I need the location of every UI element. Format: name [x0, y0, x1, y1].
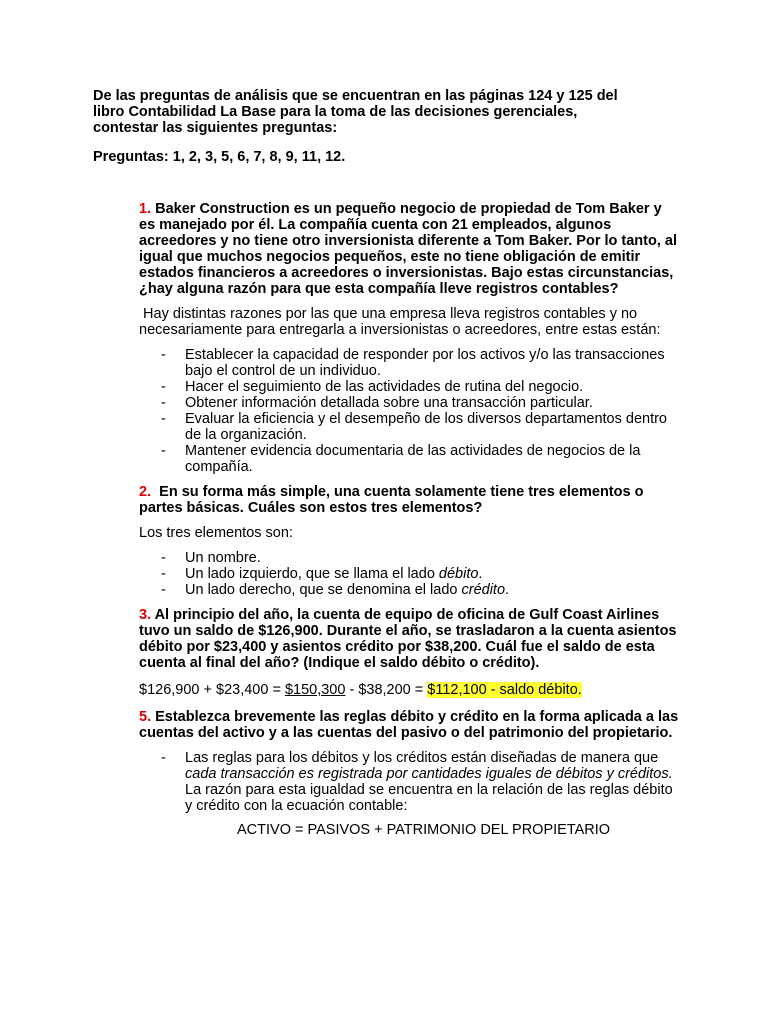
- questions-list-heading: Preguntas: 1, 2, 3, 5, 6, 7, 8, 9, 11, 12.: [93, 149, 346, 165]
- answer-1-intro: Hay distintas razones por las que una empresa lleva registros contables y no necesariamente para entregarla a inversionistas o acreedores, entre estas están:: [139, 306, 661, 338]
- question-3-number: 3.: [139, 607, 152, 623]
- list-item-punct: .: [505, 582, 510, 598]
- credit-term: crédito: [461, 582, 506, 598]
- question-2-number: 2.: [139, 484, 152, 500]
- intro-line-2: libro Contabilidad La Base para la toma de las decisiones gerenciales,: [93, 104, 578, 120]
- question-5-text: Establezca brevemente las reglas débito y crédito en la forma aplicada a las cuentas del activo y a las cuentas del pasivo o del patrimonio del propietario.: [139, 709, 679, 741]
- intro-paragraph: [93, 88, 673, 136]
- calc-subtotal: $150,300: [284, 682, 346, 698]
- list-item: - Establecer la capacidad de responder por los activos y/o las transacciones bajo el control de un individuo.: [139, 347, 679, 379]
- debit-term: débito: [438, 566, 479, 582]
- answers-section: [139, 201, 679, 838]
- list-item-text: Un lado derecho, que se denomina el lado: [185, 582, 462, 598]
- question-1: [139, 201, 679, 297]
- list-item: - Un nombre.: [139, 550, 679, 566]
- answer-2-intro: Los tres elementos son:: [139, 525, 293, 541]
- question-1-number: 1.: [139, 201, 152, 217]
- list-item-text: Las reglas para los débitos y los créditos están diseñadas de manera que: [185, 750, 659, 766]
- list-item: - Obtener información detallada sobre una transacción particular.: [139, 395, 679, 411]
- question-3: [139, 607, 679, 671]
- question-2: [139, 484, 679, 516]
- accounting-equation: ACTIVO = PASIVOS + PATRIMONIO DEL PROPIETARIO: [237, 822, 611, 838]
- list-item: [139, 750, 679, 814]
- calc-result-highlight: $112,100 - saldo débito.: [427, 682, 582, 698]
- list-item-emphasis: cada transacción es registrada por cantidades iguales de débitos y créditos.: [185, 766, 673, 782]
- question-2-text: En su forma más simple, una cuenta solamente tiene tres elementos o partes básicas. Cuáles son estos tres elementos?: [139, 484, 648, 516]
- question-5-number: 5.: [139, 709, 152, 725]
- list-item-text: La razón para esta igualdad se encuentra en la relación de las reglas débito y crédito con la ecuación contable:: [185, 782, 673, 814]
- question-3-text: Al principio del año, la cuenta de equipo de oficina de Gulf Coast Airlines tuvo un saldo de $126,900. Durante el año, se trasladaron a la cuenta asientos débito por $23,400 y asientos crédito por $38,200. Cuál fue el saldo de esta cuenta al final del año? (Indique el saldo débito o crédito).: [139, 607, 677, 671]
- answer-5-list: [139, 750, 679, 814]
- calc-part: $126,900 + $23,400 =: [139, 682, 285, 698]
- intro-line-1: De las preguntas de análisis que se encuentran en las páginas 124 y 125 del: [93, 88, 618, 104]
- answer-1-list: [139, 347, 679, 475]
- list-item: - Hacer el seguimiento de las actividades de rutina del negocio.: [139, 379, 679, 395]
- calc-part: - $38,200 =: [345, 682, 428, 698]
- list-item-punct: .: [478, 566, 483, 582]
- list-item: [139, 582, 679, 598]
- list-item-text: Un lado izquierdo, que se llama el lado: [185, 566, 439, 582]
- answer-2-list: [139, 550, 679, 598]
- list-item: - Evaluar la eficiencia y el desempeño de los diversos departamentos dentro de la organización.: [139, 411, 679, 443]
- intro-line-3: contestar las siguientes preguntas:: [93, 120, 338, 136]
- question-1-text: Baker Construction es un pequeño negocio de propiedad de Tom Baker y es manejado por él. La compañía cuenta con 21 empleados, algunos acreedores y no tiene otro inversionista diferente a Tom Baker. Por lo tanto, al igual que muchos negocios pequeños, este no tiene obligación de emitir estados financieros a acreedores o inversionistas. Bajo estas circunstancias, ¿hay alguna razón para que esta compañía lleve registros contables?: [139, 201, 677, 297]
- list-item: - Mantener evidencia documentaria de las actividades de negocios de la compañía.: [139, 443, 679, 475]
- question-5: [139, 709, 679, 741]
- answer-3-calculation: [139, 682, 679, 698]
- list-item: [139, 566, 679, 582]
